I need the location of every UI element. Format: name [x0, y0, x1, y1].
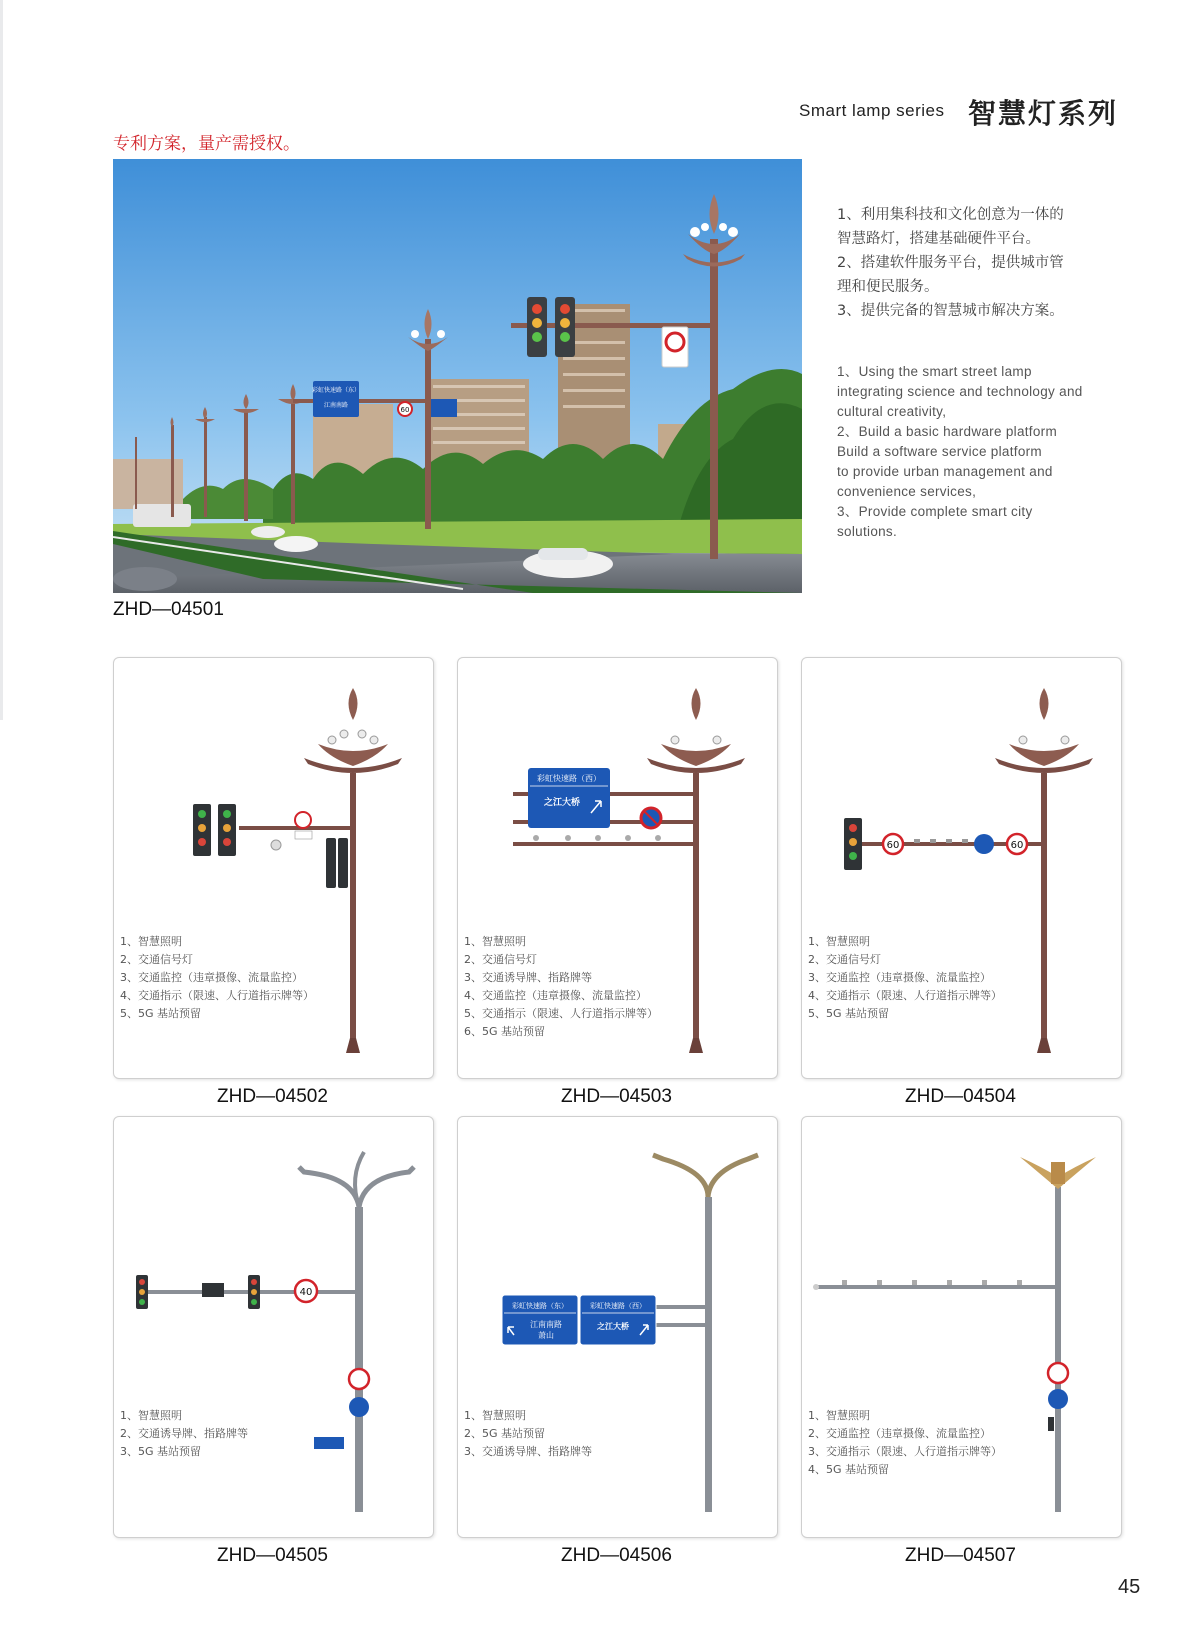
- feature-item: 1、智慧照明: [808, 935, 870, 948]
- feature-item: 3、交通监控（违章摄像、流量监控）: [120, 971, 303, 984]
- feature-item: 6、5G 基站预留: [464, 1025, 546, 1038]
- speed-sign-left: 60: [886, 840, 900, 851]
- feature-item: 4、5G 基站预留: [808, 1463, 890, 1476]
- feature-item: 3、交通指示（限速、人行道指示牌等）: [808, 1445, 1002, 1458]
- feature-item: 5、5G 基站预留: [120, 1007, 202, 1020]
- desc-en-line: convenience services,: [837, 484, 977, 499]
- feature-item: 2、交通信号灯: [808, 953, 881, 966]
- feature-item: 5、交通指示（限速、人行道指示牌等）: [464, 1007, 658, 1020]
- desc-cn-line: 3、提供完备的智慧城市解决方案。: [837, 303, 1064, 319]
- desc-en-line: Build a software service platform: [837, 444, 1042, 459]
- product-code: ZHD—04507: [905, 1545, 1016, 1566]
- product-card-04507: [801, 1116, 1122, 1538]
- feature-list: [808, 1407, 1002, 1479]
- feature-item: 1、智慧照明: [808, 1409, 870, 1422]
- desc-cn-line: 2、搭建软件服务平台，提供城市管: [837, 255, 1064, 271]
- feature-item: 1、智慧照明: [120, 935, 182, 948]
- sign-dest-text: 之江大桥: [543, 798, 581, 808]
- desc-en-line: integrating science and technology and: [837, 384, 1083, 399]
- product-code: ZHD—04505: [217, 1545, 328, 1566]
- sign1-dest2-text: 萧山: [538, 1331, 554, 1340]
- product-code: ZHD—04506: [561, 1545, 672, 1566]
- feature-item: 1、智慧照明: [120, 1409, 182, 1422]
- feature-item: 2、交通监控（违章摄像、流量监控）: [808, 1427, 991, 1440]
- feature-item: 4、交通指示（限速、人行道指示牌等）: [120, 989, 314, 1002]
- sign2-route-text: 彩虹快速路（西）: [590, 1302, 646, 1310]
- sign1-dest-text: 江南南路: [530, 1320, 562, 1329]
- feature-item: 2、5G 基站预留: [464, 1427, 546, 1440]
- feature-item: 4、交通指示（限速、人行道指示牌等）: [808, 989, 1002, 1002]
- feature-item: 3、交通诱导牌、指路牌等: [464, 1445, 592, 1458]
- feature-item: 2、交通信号灯: [464, 953, 537, 966]
- desc-cn-line: 智慧路灯，搭建基础硬件平台。: [837, 231, 1040, 247]
- feature-item: 3、交通监控（违章摄像、流量监控）: [808, 971, 991, 984]
- page-edge-line: [0, 0, 3, 720]
- feature-item: 4、交通监控（违章摄像、流量监控）: [464, 989, 647, 1002]
- feature-list: [120, 1407, 248, 1461]
- sign1-route-text: 彩虹快速路（东）: [512, 1302, 568, 1310]
- feature-item: 2、交通诱导牌、指路牌等: [120, 1427, 248, 1440]
- product-code: ZHD—04504: [905, 1086, 1016, 1107]
- hero-speed-sign: 60: [400, 406, 410, 414]
- feature-item: 2、交通信号灯: [120, 953, 193, 966]
- desc-en-line: 2、Build a basic hardware platform: [837, 424, 1057, 439]
- desc-en-line: solutions.: [837, 524, 898, 539]
- desc-en-line: 1、Using the smart street lamp: [837, 364, 1032, 379]
- feature-item: 5、5G 基站预留: [808, 1007, 890, 1020]
- feature-list: [464, 1407, 592, 1461]
- feature-item: 3、交通诱导牌、指路牌等: [464, 971, 592, 984]
- lamp-illustration-04505: [114, 1117, 433, 1537]
- description-cn: [837, 203, 1137, 323]
- lamp-illustration-04506: [458, 1117, 777, 1537]
- hero-street-image: [113, 159, 802, 593]
- product-card-04505: [113, 1116, 434, 1538]
- product-code: ZHD—04503: [561, 1086, 672, 1107]
- patent-notice: 专利方案，量产需授权。: [113, 134, 300, 154]
- hero-product-code: ZHD—04501: [113, 599, 224, 620]
- feature-item: 3、5G 基站预留: [120, 1445, 202, 1458]
- speed-sign: 40: [299, 1287, 313, 1298]
- desc-en-line: 3、Provide complete smart city: [837, 504, 1033, 519]
- series-title-en: Smart lamp series: [799, 101, 945, 120]
- product-card-04502: [113, 657, 434, 1079]
- desc-en-line: to provide urban management and: [837, 464, 1053, 479]
- page-number: 45: [1118, 1576, 1141, 1598]
- product-card-04506: [457, 1116, 778, 1538]
- feature-list: [464, 933, 658, 1041]
- sign-route-text: 彩虹快速路（西）: [537, 774, 601, 783]
- description-en: [837, 362, 1107, 542]
- hero-sign-dest: 江南南路: [323, 402, 349, 409]
- hero-sign-route: 彩虹快速路（东）: [311, 387, 361, 394]
- series-title-cn: 智慧灯系列: [968, 97, 1119, 130]
- product-card-04503: [457, 657, 778, 1079]
- sign2-dest-text: 之江大桥: [597, 1322, 629, 1331]
- feature-item: 1、智慧照明: [464, 1409, 526, 1422]
- speed-sign-right: 60: [1010, 840, 1024, 851]
- feature-list: [808, 933, 1002, 1023]
- desc-cn-line: 1、利用集科技和文化创意为一体的: [837, 207, 1064, 223]
- product-code: ZHD—04502: [217, 1086, 328, 1107]
- feature-list: [120, 933, 314, 1023]
- desc-cn-line: 理和便民服务。: [837, 279, 939, 295]
- product-card-04504: [801, 657, 1122, 1079]
- feature-item: 1、智慧照明: [464, 935, 526, 948]
- desc-en-line: cultural creativity,: [837, 404, 947, 419]
